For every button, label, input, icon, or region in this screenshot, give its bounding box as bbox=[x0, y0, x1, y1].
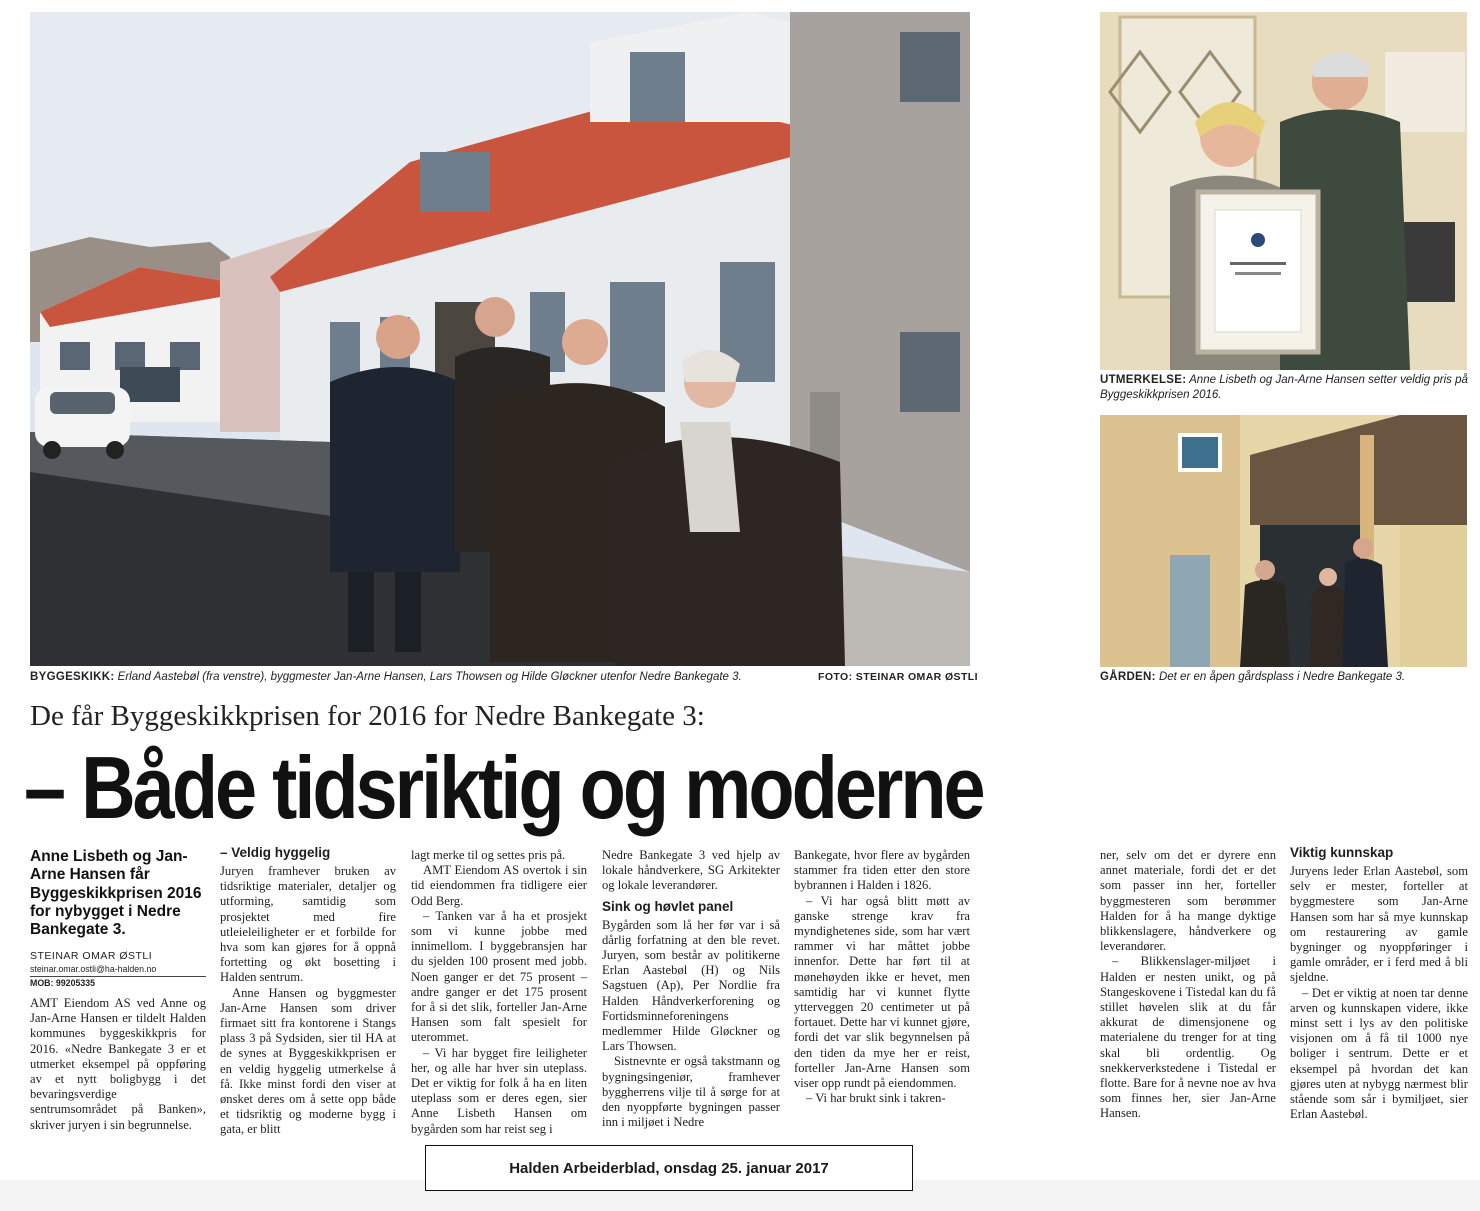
award-photo-caption bbox=[1100, 373, 1470, 403]
paragraph: Sistnevnte er også takstmann og bygningsingeniør, framhever byggherrens vilje til å sørge for at den nyoppførte bygningen passer inn i miljøet i Nedre bbox=[602, 1054, 780, 1130]
paragraph: – Blikkenslager-miljøet i Halden er nesten unikt, og på Stangeskovene i Tistedal kan du få stillet høvelen slik at du får akkurat de dimensjonene og materialene du trenger for at ting skal bli ordentlig. Og snekkerverkstedene i Tistedal er flotte. Bare for å nevne noe av hva som finnes her, sier Jan-Arne Hansen. bbox=[1100, 954, 1276, 1121]
paragraph: Juryens leder Erlan Aastebøl, som selv er mester, forteller at byggmestere som Jan-Arne Hansen som har så mye kunnskap om restaurering av gamle bygninger og nyoppføringer i gamle områder, er i ferd med å bli sjeldne. bbox=[1290, 864, 1468, 985]
paragraph: – Vi har også blitt møtt av ganske strenge krav fra myndighetenes side, som har vært rammer vi har måttet jobbe innenfor. Dette har ført til at mønehøyden ikke er hevet, men samtidig har vi kunnet flytte ytterveggen 20 centimeter ut på fortauet. Dette har vi kunnet gjøre, fordi det var slik begynnelsen på den tiden da mye her er reist, forteller Jan-Arne Hansen som viser opp rundt på eiendommen. bbox=[794, 893, 970, 1091]
caption-label: GÅRDEN: bbox=[1100, 671, 1156, 683]
yard-photo-caption bbox=[1100, 670, 1470, 685]
article-column-4 bbox=[602, 848, 780, 1130]
paragraph: AMT Eiendom AS ved Anne og Jan-Arne Hansen er tildelt Halden kommunes byggeskikkpris for 2016. «Nedre Bankegate 3 er et utmerket eksempel på oppføring av et nytt boligbygg i det bevaringsverdige sentrumsområdet på Banken», skriver juryen i sin begrunnelse. bbox=[30, 996, 206, 1132]
article-headline: – Både tidsriktig og moderne bbox=[24, 738, 983, 837]
street-photo-icon bbox=[30, 12, 970, 666]
award-photo-icon bbox=[1100, 12, 1467, 370]
subheading: – Veldig hyggelig bbox=[220, 845, 331, 860]
paragraph: AMT Eiendom AS overtok i sin tid eiendommen fra tidligere eier Odd Berg. bbox=[411, 863, 587, 908]
article-column-5 bbox=[794, 848, 970, 1106]
courtyard-photo-icon bbox=[1100, 415, 1467, 667]
paragraph: Nedre Bankegate 3 ved hjelp av lokale håndverkere, SG Arkitekter og lokale leverandører. bbox=[602, 848, 780, 893]
subheading: Viktig kunnskap bbox=[1290, 845, 1394, 860]
subheading: Sink og høvlet panel bbox=[602, 898, 734, 914]
byline-phone: MOB: 99205335 bbox=[30, 976, 206, 989]
paragraph: ner, selv om det er dyrere enn annet materiale, fordi det er det som passer inn her, forteller byggmesteren som berømmer Halden for å ha mange dyktige blikkenslagere, håndverkere og leverandører. bbox=[1100, 848, 1276, 954]
article-column-7 bbox=[1290, 844, 1468, 1122]
caption-text: Erland Aastebøl (fra venstre), byggmester Jan-Arne Hansen, Lars Thowsen og Hilde Gløckner utenfor Nedre Bankegate 3. bbox=[117, 671, 742, 683]
byline-name: STEINAR OMAR ØSTLI bbox=[30, 950, 153, 962]
paragraph: – Vi har brukt sink i takren- bbox=[806, 1091, 946, 1106]
paragraph: lagt merke til og settes pris på. bbox=[411, 848, 566, 862]
byline-email: steinar.omar.ostli@ha-halden.no bbox=[30, 964, 157, 974]
paragraph: – Tanken var å ha et prosjekt som vi kunne jobbe med innimellom. I byggebransjen har du sjelden 100 prosent med jobb. Noen ganger er det 75 prosent – andre ganger er det 175 prosent for å si det slik, forteller Jan-Arne Hansen som falt spesielt for uterommet. bbox=[411, 908, 587, 1045]
article-column-3 bbox=[411, 848, 587, 1137]
article-column-1 bbox=[30, 996, 206, 1133]
article-column-6 bbox=[1100, 848, 1276, 1122]
article-column-2 bbox=[220, 844, 396, 1138]
caption-text: Det er en åpen gårdsplass i Nedre Bankegate 3. bbox=[1158, 671, 1406, 683]
caption-label: BYGGESKIKK: bbox=[30, 671, 115, 683]
byline bbox=[30, 950, 206, 989]
paragraph: – Det er viktig at noen tar denne arven og kunnskapen videre, ikke minst sett i lys av den politiske visjonen om å få til 1000 nye boliger i sentrum. Dette er et eksempel på hvordan det kan gjøres uten at nybygg nærmest blir stående som sår i bymiljøet, sier Erlan Aastebøl. bbox=[1290, 985, 1468, 1122]
photo-credit: FOTO: STEINAR OMAR ØSTLI bbox=[818, 671, 978, 683]
paragraph: Bankegate, hvor flere av bygården stammer fra tiden etter den store bybrannen i Halden i 1826. bbox=[794, 848, 970, 893]
paragraph: Juryen framhever bruken av tidsriktige materialer, detaljer og utforming, samtidig som prosjektet med fire utleieleiligheter er et forbilde for hva som kan gjøres for å oppnå fortetting og økt bosetting i Halden sentrum. bbox=[220, 864, 396, 985]
article-lead: Anne Lisbeth og Jan-Arne Hansen får Byggeskikkprisen 2016 for nybygget i Nedre Bankegate 3. bbox=[30, 848, 202, 939]
paragraph: – Vi har bygget fire leiligheter her, og alle har hver sin uteplass. Det er viktig for folk å ha en liten uteplass som er deres egen, sier Anne Lisbeth Hansen om bygården som har reist seg i bbox=[411, 1045, 587, 1136]
main-photo-caption bbox=[30, 670, 790, 685]
paragraph: Bygården som lå her før var i så dårlig forfatning at den ble revet. Juryen, som består av politikerne Erlan Aastebøl (H) og Nils Sagstuen (Ap), Per Nordlie fra Halden Håndverkerforening og Fortidsminneforeningens medlemmer Hilde Gløckner og Lars Thowsen. bbox=[602, 917, 780, 1054]
paragraph: Anne Hansen og byggmester Jan-Arne Hansen som driver firmaet sitt fra kontorene i Stangs plass 3 på Sydsiden, sier til HA at de synes at Byggeskikkprisen er en veldig hyggelig utmerkelse å få. Ikke minst fordi den viser at ønsket deres om å sette opp både et tidsriktig og moderne bygg i gata, er blitt bbox=[220, 985, 396, 1137]
source-footer: Halden Arbeiderblad, onsdag 25. januar 2017 bbox=[425, 1145, 913, 1191]
caption-text: Anne Lisbeth og Jan-Arne Hansen setter veldig pris på Byggeskikkprisen 2016. bbox=[1100, 374, 1468, 401]
caption-label: UTMERKELSE: bbox=[1100, 374, 1187, 386]
article-kicker: De får Byggeskikkprisen for 2016 for Nedre Bankegate 3: bbox=[30, 700, 705, 732]
